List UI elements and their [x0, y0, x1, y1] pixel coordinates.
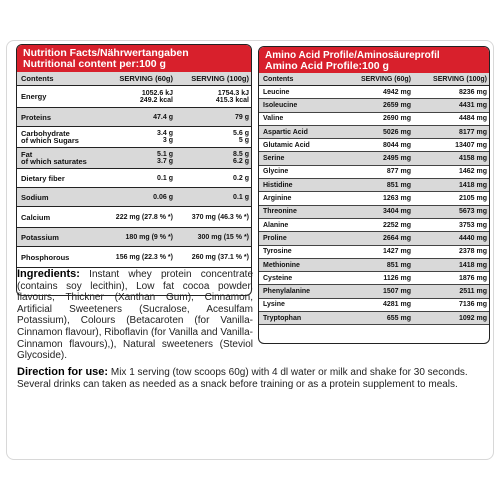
value-serving-100: 4484 mg	[415, 112, 490, 125]
nutrient-label: Carbohydrate of which Sugars	[17, 127, 99, 148]
amino-row	[259, 218, 490, 231]
amino-table	[259, 73, 490, 325]
value-serving-100: 8236 mg	[415, 86, 490, 99]
nutrition-row	[17, 228, 252, 247]
value-serving-100: 3753 mg	[415, 218, 490, 231]
value-serving-100: 4431 mg	[415, 99, 490, 112]
amino-label: Glycine	[259, 165, 345, 178]
nutrition-row	[17, 86, 252, 108]
value-serving-100: 2378 mg	[415, 245, 490, 258]
value-serving-60: 3404 mg	[345, 205, 415, 218]
amino-row	[259, 112, 490, 125]
nutrient-label: Energy	[17, 86, 99, 108]
nutrition-row	[17, 127, 252, 148]
value-serving-60: 1507 mg	[345, 285, 415, 298]
nutrition-row	[17, 207, 252, 228]
amino-row	[259, 125, 490, 138]
col-contents: Contents	[259, 73, 345, 86]
product-label	[6, 40, 494, 460]
ingredients-heading: Ingredients:	[17, 268, 80, 280]
value-serving-100: 260 mg (37.1 % *)	[177, 247, 252, 268]
amino-label: Methionine	[259, 258, 345, 271]
nutrient-label: Sodium	[17, 188, 99, 207]
value-serving-100: 300 mg (15 % *)	[177, 228, 252, 247]
value-serving-100: 8.5 g 6.2 g	[177, 148, 252, 169]
nutrition-row	[17, 169, 252, 188]
value-serving-60: 0.1 g	[99, 169, 177, 188]
value-serving-60: 2664 mg	[345, 232, 415, 245]
value-serving-60: 1263 mg	[345, 192, 415, 205]
value-serving-60: 655 mg	[345, 312, 415, 325]
nutrition-row	[17, 148, 252, 169]
amino-label: Isoleucine	[259, 99, 345, 112]
value-serving-60: 47.4 g	[99, 108, 177, 127]
amino-row	[259, 285, 490, 298]
nutrition-header-row	[17, 72, 252, 86]
nutrition-table	[17, 72, 252, 268]
amino-row	[259, 272, 490, 285]
amino-label: Tyrosine	[259, 245, 345, 258]
amino-label: Valine	[259, 112, 345, 125]
amino-row	[259, 205, 490, 218]
amino-subtitle: Amino Acid Profile:100 g	[265, 60, 389, 72]
value-serving-100: 1418 mg	[415, 179, 490, 192]
nutrition-subtitle: Nutritional content per:100 g	[23, 58, 166, 70]
value-serving-100: 1092 mg	[415, 312, 490, 325]
nutrition-body	[17, 86, 252, 268]
amino-label: Alanine	[259, 218, 345, 231]
col-serving-60: SERVING (60g)	[345, 73, 415, 86]
value-serving-60: 156 mg (22.3 % *)	[99, 247, 177, 268]
nutrient-label: Phosphorous	[17, 247, 99, 268]
value-serving-100: 2105 mg	[415, 192, 490, 205]
amino-label: Arginine	[259, 192, 345, 205]
value-serving-60: 2495 mg	[345, 152, 415, 165]
value-serving-60: 2252 mg	[345, 218, 415, 231]
amino-label: Serine	[259, 152, 345, 165]
value-serving-60: 5.1 g 3.7 g	[99, 148, 177, 169]
amino-row	[259, 165, 490, 178]
value-serving-60: 5026 mg	[345, 125, 415, 138]
value-serving-100: 1418 mg	[415, 258, 490, 271]
value-serving-100: 2511 mg	[415, 285, 490, 298]
col-serving-100: SERVING (100g)	[415, 73, 490, 86]
value-serving-100: 1876 mg	[415, 272, 490, 285]
value-serving-60: 2659 mg	[345, 99, 415, 112]
amino-label: Histidine	[259, 179, 345, 192]
value-serving-100: 8177 mg	[415, 125, 490, 138]
nutrition-row	[17, 188, 252, 207]
amino-row	[259, 258, 490, 271]
value-serving-60: 1052.6 kJ 249.2 kcal	[99, 86, 177, 108]
value-serving-60: 4942 mg	[345, 86, 415, 99]
amino-row	[259, 298, 490, 311]
amino-row	[259, 192, 490, 205]
value-serving-100: 4440 mg	[415, 232, 490, 245]
col-serving-100: SERVING (100g)	[177, 72, 252, 86]
value-serving-60: 2690 mg	[345, 112, 415, 125]
col-contents: Contents	[17, 72, 99, 86]
amino-row	[259, 99, 490, 112]
value-serving-100: 5.6 g 5 g	[177, 127, 252, 148]
value-serving-60: 8044 mg	[345, 139, 415, 152]
amino-row	[259, 312, 490, 325]
nutrition-title: Nutrition Facts/Nährwertangaben	[23, 47, 189, 59]
nutrient-label: Calcium	[17, 207, 99, 228]
ingredients-text	[17, 269, 253, 362]
value-serving-60: 877 mg	[345, 165, 415, 178]
nutrient-label: Fat of which saturates	[17, 148, 99, 169]
amino-label: Lysine	[259, 298, 345, 311]
amino-row	[259, 152, 490, 165]
value-serving-100: 0.1 g	[177, 188, 252, 207]
amino-row	[259, 179, 490, 192]
value-serving-60: 180 mg (9 % *)	[99, 228, 177, 247]
value-serving-100: 0.2 g	[177, 169, 252, 188]
ingredients-body: Instant whey protein concentrate (contains soy lecithin), Low fat cocoa powder, flavours, Thickner (Xanthan Gum), Cinnamon, Artificial Sweeteners (Sucralose, Acesulfam Potassium), Colours (Betacaroten (for Vanilla-Cinnamon flavour), Riboflavin (for Vanilla and Vanilla-Cinnamon flavours),), Natural sweeteners (Steviol Glycoside).	[17, 269, 254, 362]
nutrition-header	[17, 45, 251, 72]
amino-label: Glutamic Acid	[259, 139, 345, 152]
value-serving-100: 1754.3 kJ 415.3 kcal	[177, 86, 252, 108]
amino-label: Proline	[259, 232, 345, 245]
amino-label: Tryptophan	[259, 312, 345, 325]
amino-label: Leucine	[259, 86, 345, 99]
value-serving-100: 7136 mg	[415, 298, 490, 311]
value-serving-100: 79 g	[177, 108, 252, 127]
value-serving-100: 4158 mg	[415, 152, 490, 165]
value-serving-60: 4281 mg	[345, 298, 415, 311]
amino-row	[259, 86, 490, 99]
value-serving-60: 1427 mg	[345, 245, 415, 258]
value-serving-60: 3.4 g 3 g	[99, 127, 177, 148]
amino-row	[259, 232, 490, 245]
value-serving-60: 1126 mg	[345, 272, 415, 285]
amino-header	[259, 47, 489, 73]
value-serving-100: 370 mg (46.3 % *)	[177, 207, 252, 228]
direction-text	[17, 367, 487, 390]
value-serving-60: 851 mg	[345, 258, 415, 271]
nutrient-label: Potassium	[17, 228, 99, 247]
nutrition-row	[17, 247, 252, 268]
amino-label: Cysteine	[259, 272, 345, 285]
amino-label: Phenylalanine	[259, 285, 345, 298]
direction-heading: Direction for use:	[17, 366, 109, 378]
nutrition-facts-panel	[16, 44, 252, 296]
amino-acid-panel	[258, 46, 490, 344]
value-serving-100: 5673 mg	[415, 205, 490, 218]
nutrient-label: Proteins	[17, 108, 99, 127]
amino-header-row	[259, 73, 490, 86]
value-serving-60: 222 mg (27.8 % *)	[99, 207, 177, 228]
amino-label: Aspartic Acid	[259, 125, 345, 138]
direction-body: Mix 1 serving (tow scoops 60g) with 4 dl water or milk and shake for 30 seconds. Several drinks can taken as needed as a snack before training or as a protein supplement to meals.	[17, 367, 468, 390]
nutrition-row	[17, 108, 252, 127]
amino-row	[259, 139, 490, 152]
value-serving-60: 851 mg	[345, 179, 415, 192]
nutrient-label: Dietary fiber	[17, 169, 99, 188]
amino-title: Amino Acid Profile/Aminosäureprofil	[265, 50, 440, 61]
amino-body	[259, 86, 490, 325]
value-serving-100: 1462 mg	[415, 165, 490, 178]
amino-row	[259, 245, 490, 258]
value-serving-60: 0.06 g	[99, 188, 177, 207]
amino-label: Threonine	[259, 205, 345, 218]
value-serving-100: 13407 mg	[415, 139, 490, 152]
col-serving-60: SERVING (60g)	[99, 72, 177, 86]
